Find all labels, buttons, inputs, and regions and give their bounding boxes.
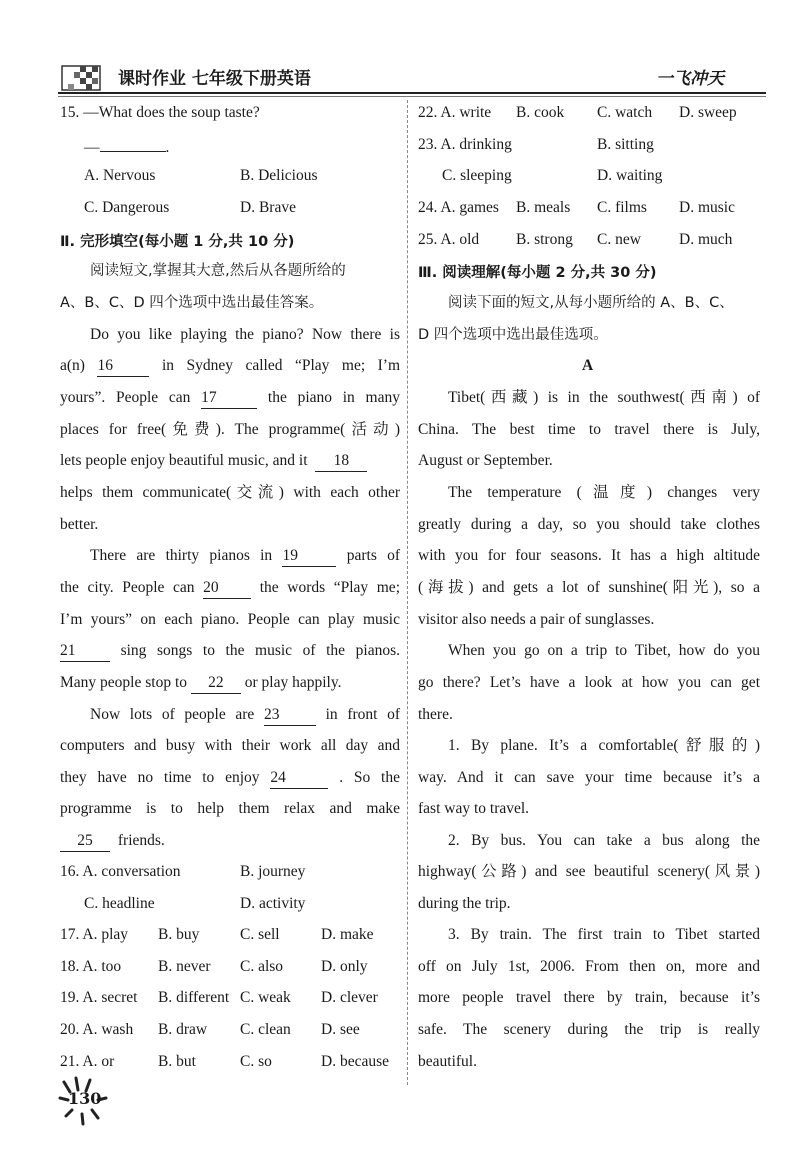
q24-option-b[interactable]: B. meals xyxy=(516,199,571,216)
header-rule-thin xyxy=(58,96,766,97)
blank-24[interactable]: 24 xyxy=(270,768,328,789)
cloze-line-8 xyxy=(90,546,400,567)
cloze-line-5 xyxy=(60,451,367,472)
blank-18[interactable]: 18 xyxy=(315,451,367,472)
q16-option-c[interactable]: C. headline xyxy=(84,895,155,912)
reading-line-9: When you go on a trip to Tibet, how do you xyxy=(448,642,760,659)
cloze-line-14: computers and busy with their work all day and xyxy=(60,737,400,754)
cloze-text: sing songs to the music of the pianos. xyxy=(120,642,400,659)
reading-line-10: go there? Let’s have a look at how you can get xyxy=(418,674,760,691)
q18-option-b[interactable]: B. never xyxy=(158,958,211,975)
q15-option-c[interactable]: C. Dangerous xyxy=(84,199,170,216)
q23-option-d[interactable]: D. waiting xyxy=(597,167,663,184)
reading-line-4: The temperature (温度) changes very xyxy=(448,484,760,501)
reading-line-1: Tibet(西藏) is in the southwest(西南) of xyxy=(448,389,760,406)
q22-option-b[interactable]: B. cook xyxy=(516,104,565,121)
q18-option-c[interactable]: C. also xyxy=(240,958,284,975)
reading-line-8: visitor also needs a pair of sunglasses. xyxy=(418,611,655,628)
q15-dash: — xyxy=(84,139,100,156)
section2-heading: Ⅱ. 完形填空(每小题 1 分,共 10 分) xyxy=(60,234,295,250)
reading-line-20: more people travel there by train, because it’s xyxy=(418,989,760,1006)
section2-instruction-1: 阅读短文,掌握其大意,然后从各题所给的 xyxy=(90,263,346,279)
section3-instruction-2: D 四个选项中选出最佳选项。 xyxy=(418,327,608,343)
blank-22[interactable]: 22 xyxy=(191,673,241,694)
q17-option-c[interactable]: C. sell xyxy=(240,926,280,943)
cloze-text: the words “Play me; xyxy=(259,579,400,596)
page-number: 130 xyxy=(68,1089,102,1108)
q24-option-a[interactable]: 24. A. games xyxy=(418,199,499,216)
q24-option-d[interactable]: D. music xyxy=(679,199,735,216)
cloze-line-6: helps them communicate(交流) with each other xyxy=(60,484,400,501)
cloze-line-13 xyxy=(90,705,400,726)
q17-option-d[interactable]: D. make xyxy=(321,926,374,943)
cloze-line-9 xyxy=(60,578,400,599)
column-divider xyxy=(407,100,408,1085)
q23-option-b[interactable]: B. sitting xyxy=(597,136,654,153)
q16-option-a[interactable]: 16. A. conversation xyxy=(60,863,181,880)
section3-instruction-1: 阅读下面的短文,从每小题所给的 A、B、C、 xyxy=(448,295,734,311)
q21-option-b[interactable]: B. but xyxy=(158,1053,196,1070)
reading-line-16: highway(公路) and see beautiful scenery(风景) xyxy=(418,863,760,880)
cloze-text: the city. People can xyxy=(60,579,195,596)
cloze-line-17 xyxy=(60,831,165,852)
cloze-text: Many people stop to xyxy=(60,674,187,691)
cloze-text: lets people enjoy beautiful music, and it xyxy=(60,452,308,469)
cloze-text: the piano in many xyxy=(267,389,400,406)
cloze-line-7: better. xyxy=(60,516,99,533)
q21-option-a[interactable]: 21. A. or xyxy=(60,1053,115,1070)
cloze-line-16: programme is to help them relax and make xyxy=(60,800,400,817)
cloze-text: Now lots of people are xyxy=(90,706,255,723)
reading-line-12: 1. By plane. It’s a comfortable(舒服的) xyxy=(448,737,760,754)
q22-option-c[interactable]: C. watch xyxy=(597,104,653,121)
q21-option-d[interactable]: D. because xyxy=(321,1053,389,1070)
q20-option-c[interactable]: C. clean xyxy=(240,1021,291,1038)
reading-line-3: August or September. xyxy=(418,452,553,469)
q25-option-a[interactable]: 25. A. old xyxy=(418,231,480,248)
q25-option-d[interactable]: D. much xyxy=(679,231,733,248)
header-brand: 一飞冲天 xyxy=(656,69,724,89)
reading-line-7: (海拔) and gets a lot of sunshine(阳光), so a xyxy=(418,579,760,596)
cloze-line-3 xyxy=(60,388,400,409)
cloze-text: friends. xyxy=(117,832,165,849)
q15-option-d[interactable]: D. Brave xyxy=(240,199,296,216)
reading-line-11: there. xyxy=(418,706,453,723)
q15-answer-line xyxy=(84,135,169,158)
reading-line-5: greatly during a day, so you should take clothes xyxy=(418,516,760,533)
q20-option-d[interactable]: D. see xyxy=(321,1021,360,1038)
cloze-text: There are thirty pianos in xyxy=(90,547,273,564)
q17-option-b[interactable]: B. buy xyxy=(158,926,200,943)
cloze-line-12 xyxy=(60,673,341,694)
reading-line-18: 3. By train. The first train to Tibet started xyxy=(448,926,760,943)
reading-line-19: off on July 1st, 2006. From then on, more and xyxy=(418,958,760,975)
cloze-line-10: I’m yours” on each piano. People can play music xyxy=(60,611,400,628)
q15-option-b[interactable]: B. Delicious xyxy=(240,167,318,184)
cloze-line-1: Do you like playing the piano? Now there is xyxy=(90,326,400,343)
q15-stem: 15. —What does the soup taste? xyxy=(60,104,260,121)
reading-line-2: China. The best time to travel there is July, xyxy=(418,421,760,438)
q20-option-a[interactable]: 20. A. wash xyxy=(60,1021,134,1038)
q24-option-c[interactable]: C. films xyxy=(597,199,647,216)
reading-line-15: 2. By bus. You can take a bus along the xyxy=(448,832,760,849)
q23-option-c[interactable]: C. sleeping xyxy=(442,167,512,184)
q19-option-c[interactable]: C. weak xyxy=(240,989,291,1006)
blank-17[interactable]: 17 xyxy=(201,388,257,409)
q20-option-b[interactable]: B. draw xyxy=(158,1021,208,1038)
header-rule xyxy=(58,92,766,94)
blank-19[interactable]: 19 xyxy=(282,546,336,567)
q15-option-a[interactable]: A. Nervous xyxy=(84,167,156,184)
cloze-line-4: places for free(免费). The programme(活动) xyxy=(60,421,400,438)
q19-option-b[interactable]: B. different xyxy=(158,989,230,1006)
blank-21[interactable]: 21 xyxy=(60,641,110,662)
q25-option-c[interactable]: C. new xyxy=(597,231,641,248)
q22-option-a[interactable]: 22. A. write xyxy=(418,104,492,121)
reading-line-14: fast way to travel. xyxy=(418,800,530,817)
q19-option-d[interactable]: D. clever xyxy=(321,989,378,1006)
reading-line-13: way. And it can save your time because it’s a xyxy=(418,769,760,786)
cloze-text: they have no time to enjoy xyxy=(60,769,260,786)
section2-instruction-2: A、B、C、D 四个选项中选出最佳答案。 xyxy=(60,295,324,311)
header-title: 课时作业 七年级下册英语 xyxy=(118,69,311,89)
blank-25[interactable]: 25 xyxy=(60,831,110,852)
passage-label: A xyxy=(582,357,594,374)
section3-heading: Ⅲ. 阅读理解(每小题 2 分,共 30 分) xyxy=(418,265,657,281)
cloze-text: in Sydney called “Play me; I’m xyxy=(161,357,401,374)
q16-option-d[interactable]: D. activity xyxy=(240,895,306,912)
cloze-text: a(n) xyxy=(60,357,85,374)
cloze-text: parts of xyxy=(346,547,401,564)
reading-line-17: during the trip. xyxy=(418,895,511,912)
q15-period: . xyxy=(165,139,170,156)
cloze-text: or play happily. xyxy=(244,674,342,691)
q18-option-a[interactable]: 18. A. too xyxy=(60,958,122,975)
q22-option-d[interactable]: D. sweep xyxy=(679,104,737,121)
q25-option-b[interactable]: B. strong xyxy=(516,231,573,248)
reading-line-22: beautiful. xyxy=(418,1053,477,1070)
q18-option-d[interactable]: D. only xyxy=(321,958,368,975)
reading-line-6: with you for four seasons. It has a high altitude xyxy=(418,547,760,564)
q15-blank[interactable] xyxy=(100,135,166,152)
blank-23[interactable]: 23 xyxy=(264,705,316,726)
cloze-text: . So the xyxy=(339,769,400,786)
checker-logo-icon xyxy=(58,58,104,94)
cloze-line-2 xyxy=(60,356,400,377)
cloze-line-15 xyxy=(60,768,400,789)
blank-20[interactable]: 20 xyxy=(203,578,251,599)
q23-option-a[interactable]: 23. A. drinking xyxy=(418,136,512,153)
cloze-text: yours”. People can xyxy=(60,389,191,406)
q21-option-c[interactable]: C. so xyxy=(240,1053,272,1070)
blank-16[interactable]: 16 xyxy=(97,356,149,377)
cloze-line-11 xyxy=(60,641,400,662)
q19-option-a[interactable]: 19. A. secret xyxy=(60,989,138,1006)
q17-option-a[interactable]: 17. A. play xyxy=(60,926,129,943)
q16-option-b[interactable]: B. journey xyxy=(240,863,306,880)
reading-line-21: safe. The scenery during the trip is really xyxy=(418,1021,760,1038)
cloze-text: in front of xyxy=(325,706,401,723)
